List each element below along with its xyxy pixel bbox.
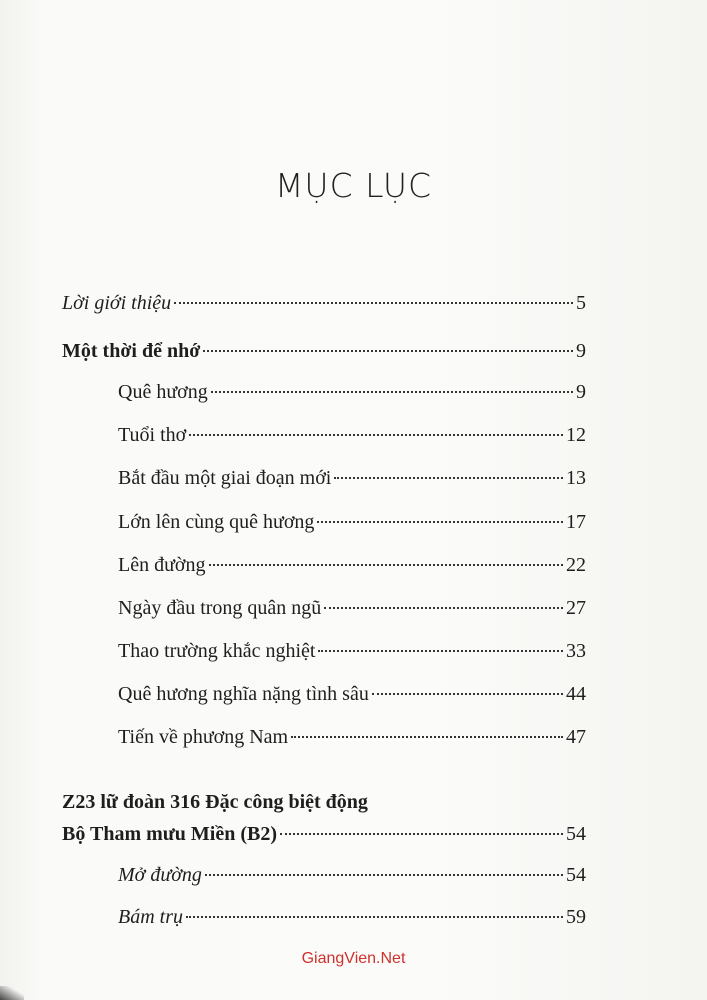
dot-leader: [186, 916, 563, 918]
toc-entry-label: Tuổi thơ: [118, 424, 187, 446]
toc-entry-label: Ngày đầu trong quân ngũ: [118, 597, 322, 619]
toc-entry-page: 13: [566, 467, 586, 489]
toc-entry-page: 9: [576, 340, 586, 362]
dot-leader: [318, 650, 563, 652]
toc-entry-introduction: [62, 290, 586, 316]
dot-leader: [203, 350, 573, 352]
dot-leader: [291, 736, 563, 738]
toc-chapter-2-heading-line-1: Z23 lữ đoàn 316 Đặc công biệt động: [62, 791, 368, 813]
toc-entry-section: [118, 465, 586, 491]
toc-entry-section: [118, 422, 586, 448]
toc-entry-label: Lớn lên cùng quê hương: [118, 511, 315, 533]
toc-entry-page: 47: [566, 726, 586, 748]
dot-leader: [205, 874, 563, 876]
dot-leader: [334, 477, 563, 479]
dot-leader: [211, 391, 573, 393]
toc-entry-label: Thao trường khắc nghiệt: [118, 640, 316, 662]
toc-entry-label: Lên đường: [118, 554, 206, 576]
toc-entry-page: 44: [566, 683, 586, 705]
toc-entry-chapter-1: [62, 338, 586, 364]
toc-entry-page: 27: [566, 597, 586, 619]
dot-leader: [209, 564, 563, 566]
toc-entry-section: [118, 595, 586, 621]
toc-entry-label: Quê hương nghĩa nặng tình sâu: [118, 683, 369, 705]
toc-entry-label: Tiến về phương Nam: [118, 726, 289, 748]
toc-entry-section: [118, 379, 586, 405]
toc-entry-section: [118, 681, 586, 707]
dot-leader: [317, 521, 563, 523]
toc-entry-label: Một thời để nhớ: [62, 340, 201, 362]
toc-entry-page: 54: [566, 823, 586, 845]
scan-shadow: [0, 986, 24, 1000]
toc-entry-section: [118, 509, 586, 535]
toc-entry-page: 9: [576, 381, 586, 403]
dot-leader: [280, 833, 563, 835]
toc-entry-page: 33: [566, 640, 586, 662]
toc-entry-section: [118, 724, 586, 750]
toc-entry-label: Lời giới thiệu: [62, 292, 172, 314]
dot-leader: [372, 693, 563, 695]
watermark: GiangVien.Net: [301, 950, 406, 967]
toc-entry-page: 54: [566, 864, 586, 886]
toc-entry-page: 12: [566, 424, 586, 446]
dot-leader: [174, 302, 573, 304]
toc-entry-page: 22: [566, 554, 586, 576]
toc-entry-label: Bám trụ: [118, 906, 183, 928]
toc-entry-section: [118, 862, 586, 888]
toc-entry-label: Mở đường: [118, 864, 202, 886]
toc-entry-page: 5: [576, 292, 586, 314]
toc-entry-label: Bắt đầu một giai đoạn mới: [118, 467, 332, 489]
dot-leader: [189, 434, 563, 436]
dot-leader: [324, 607, 563, 609]
toc-entry-label: Quê hương: [118, 381, 208, 403]
toc-entry-section: [118, 552, 586, 578]
toc-entry-page: 59: [566, 906, 586, 928]
toc-entry-section: [118, 904, 586, 930]
toc-entry-label: Bộ Tham mưu Miền (B2): [62, 823, 277, 845]
toc-entry-page: 17: [566, 511, 586, 533]
toc-entry-section: [118, 638, 586, 664]
page-title: MỤC LỤC: [274, 166, 433, 205]
toc-entry-chapter-2: [62, 821, 586, 847]
